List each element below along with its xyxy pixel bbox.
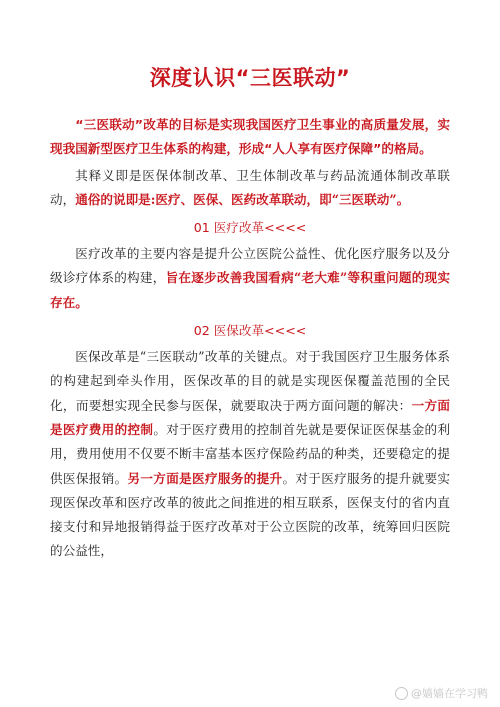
paragraph bbox=[50, 113, 450, 162]
body-text: 。对于医疗费用的控制首先就是要保证医保基金的利用，费用使用不仅要不断丰富基本医疗保险药品的种类，还要稳定的提供医保报销。 bbox=[50, 421, 451, 486]
highlighted-text: 通俗的说即是:医疗、医保、医药改革联动，即“三医联动”。 bbox=[75, 191, 410, 207]
body-text: 医保改革是“三医联动”改革的关键点。对于我国医疗卫生服务体系的构建起到牵头作用，医保改革的目的就是实现医保覆盖范围的全民化，而要想实现全民参与医保，就要取决于两方面问题的解决： bbox=[50, 349, 450, 413]
paragraph bbox=[50, 242, 450, 315]
highlighted-text: 另一方面是医疗服务的提升 bbox=[127, 470, 283, 486]
highlighted-text: 旨在逐步改善我国看病“老大难”等积重问题的现实存在。 bbox=[50, 270, 450, 310]
document-body bbox=[50, 113, 450, 564]
document-title: 深度认识“三医联动” bbox=[149, 66, 351, 90]
highlighted-text: “三医联动”改革的目标是实现我国医疗卫生事业的高质量发展，实现我国新型医疗卫生体系的构建，形成“人人享有医疗保障”的格局。 bbox=[50, 117, 450, 157]
section-heading: 01 医疗改革<<<< bbox=[193, 220, 307, 236]
section-heading: 02 医保改革<<<< bbox=[193, 323, 307, 339]
body-text: 其释义即是医保体制改革、卫生体制改革与药品流通体制改革联动， bbox=[50, 167, 450, 207]
body-text: 。对于医疗服务的提升就要实现医保改革和医疗改革的彼此之间推进的相互联系，医保支付的省内直接支付和异地报销得益于医疗改革对于公立医院的改革，统筹回归医院的公益性， bbox=[50, 470, 451, 559]
watermark-logo-icon bbox=[395, 687, 408, 700]
highlighted-text: 一方面是医疗费用的控制 bbox=[50, 397, 451, 437]
paragraph bbox=[50, 164, 450, 213]
watermark bbox=[395, 685, 488, 701]
body-text: 医疗改革的主要内容是提升公立医院公益性、优化医疗服务以及分级诊疗体系的构建， bbox=[50, 246, 450, 286]
paragraph bbox=[50, 345, 450, 564]
watermark-text: @嫱嫱在学习鸭 bbox=[411, 687, 488, 700]
